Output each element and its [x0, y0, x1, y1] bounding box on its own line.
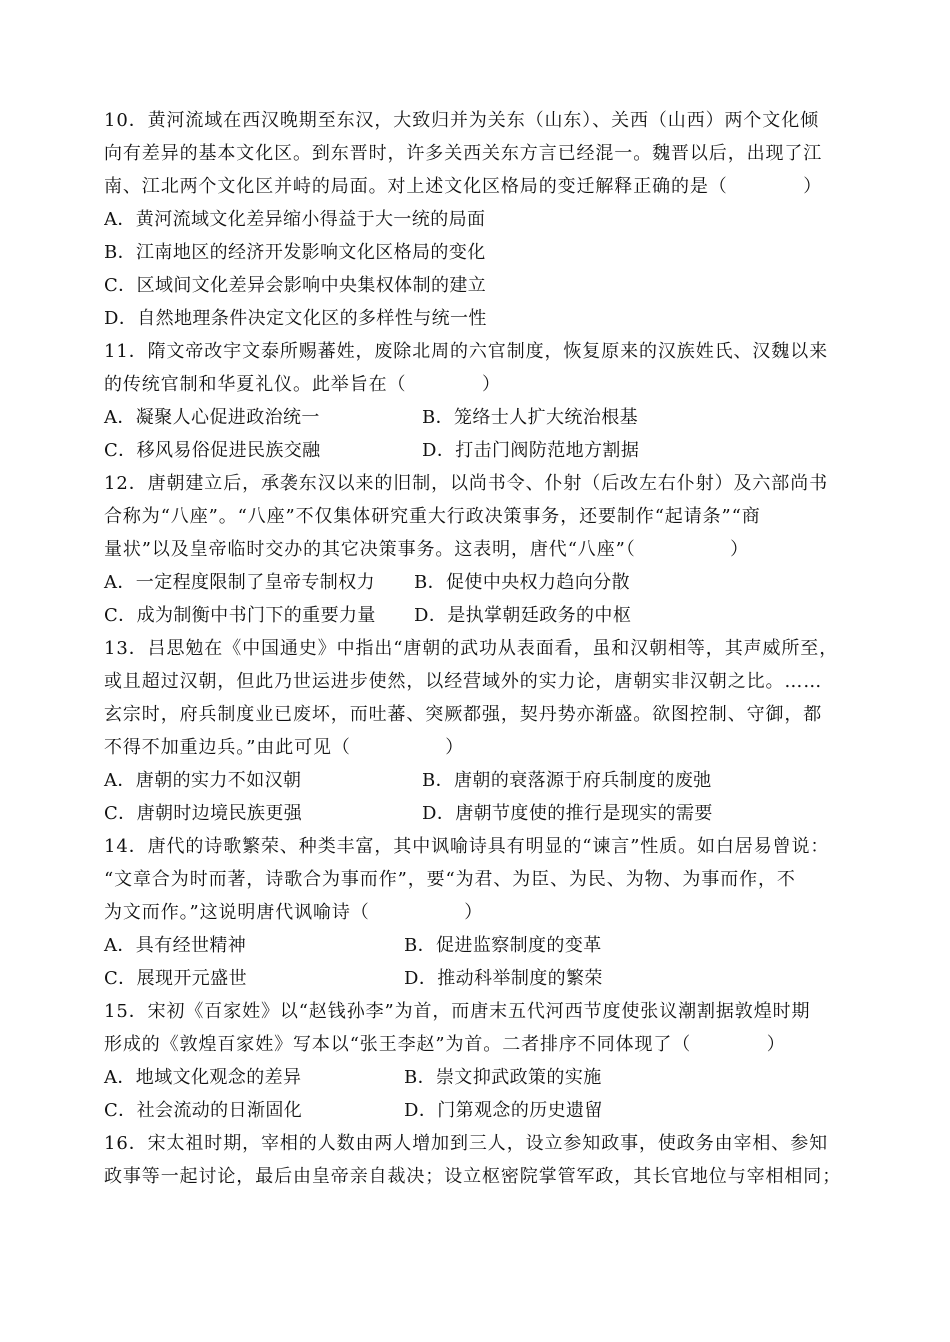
question-10-stem-line-2: 向有差异的基本文化区。到东晋时，许多关西关东方言已经混一。魏晋以后，出现了江 — [104, 143, 823, 164]
question-15 — [104, 995, 856, 1127]
question-15-option-b[interactable]: B．崇文抑武政策的实施 — [404, 1067, 602, 1088]
question-16-stem-line-2: 政事等一起讨论，最后由皇帝亲自裁决；设立枢密院掌管军政，其长官地位与宰相相同； — [104, 1166, 842, 1187]
question-10-option-b[interactable]: B．江南地区的经济开发影响文化区格局的变化 — [104, 242, 486, 263]
question-list — [104, 104, 856, 1193]
question-15-option-d[interactable]: D．门第观念的历史遗留 — [404, 1100, 603, 1121]
question-15-option-c[interactable]: C．社会流动的日渐固化 — [104, 1100, 303, 1121]
question-16 — [104, 1127, 856, 1193]
question-11-options-row-1 — [104, 401, 856, 434]
question-11-option-b[interactable]: B．笼络士人扩大统治根基 — [422, 407, 639, 428]
question-11-stem-line-2: 的传统官制和华夏礼仪。此举旨在（ ） — [104, 374, 501, 395]
question-13-stem-line-4: 不得不加重边兵。”由此可见（ ） — [104, 737, 465, 758]
question-15-options-row-2 — [104, 1094, 856, 1127]
question-13-stem-line-3: 玄宗时，府兵制度业已废坏，而吐蕃、突厥都强，契丹势亦渐盛。欲图控制、守御，都 — [104, 704, 823, 725]
question-14-option-d[interactable]: D．推动科举制度的繁荣 — [404, 968, 603, 989]
question-10 — [104, 104, 856, 335]
question-15-option-a[interactable]: A．地域文化观念的差异 — [104, 1067, 302, 1088]
question-15-options-row-1 — [104, 1061, 856, 1094]
question-14-options-row-1 — [104, 929, 856, 962]
question-12-options-row-2 — [104, 599, 856, 632]
question-12-option-a[interactable]: A．一定程度限制了皇帝专制权力 — [104, 572, 375, 593]
question-14-option-c[interactable]: C．展现开元盛世 — [104, 968, 247, 989]
question-10-option-c[interactable]: C．区域间文化差异会影响中央集权体制的建立 — [104, 275, 487, 296]
question-11-option-d[interactable]: D．打击门阀防范地方割据 — [422, 440, 640, 461]
question-12-option-b[interactable]: B．促使中央权力趋向分散 — [414, 572, 631, 593]
question-13 — [104, 632, 856, 830]
question-12-stem-line-3: 量状”以及皇帝临时交办的其它决策事务。这表明，唐代“八座”（ ） — [104, 539, 750, 560]
question-16-stem-line-1: 16．宋太祖时期，宰相的人数由两人增加到三人，设立参知政事，使政务由宰相、参知 — [104, 1133, 829, 1154]
question-11 — [104, 335, 856, 467]
question-12-stem-line-2: 合称为“八座”。“八座”不仅集体研究重大行政决策事务，还要制作“起请条”“商 — [104, 506, 761, 527]
question-11-option-a[interactable]: A．凝聚人心促进政治统一 — [104, 407, 320, 428]
question-14-stem-line-2: “文章合为时而著，诗歌合为事而作”，要“为君、为臣、为民、为物、为事而作，不 — [104, 869, 796, 890]
question-12-options-row-1 — [104, 566, 856, 599]
question-12 — [104, 467, 856, 632]
question-10-stem-line-3: 南、江北两个文化区并峙的局面。对上述文化区格局的变迁解释正确的是（ ） — [104, 176, 823, 197]
question-15-stem-line-2: 形成的《敦煌百家姓》写本以“张王李赵”为首。二者排序不同体现了（ ） — [104, 1034, 786, 1055]
question-14-stem-line-1: 14．唐代的诗歌繁荣、种类丰富，其中讽喻诗具有明显的“谏言”性质。如白居易曾说： — [104, 836, 830, 857]
question-12-stem-line-1: 12．唐朝建立后，承袭东汉以来的旧制，以尚书令、仆射（后改左右仆射）及六部尚书 — [104, 473, 829, 494]
question-13-options-row-2 — [104, 797, 856, 830]
question-11-options-row-2 — [104, 434, 856, 467]
question-10-stem-line-1: 10．黄河流域在西汉晚期至东汉，大致归并为关东（山东）、关西（山西）两个文化倾 — [104, 110, 820, 131]
question-14-option-a[interactable]: A．具有经世精神 — [104, 935, 247, 956]
question-11-option-c[interactable]: C．移风易俗促进民族交融 — [104, 440, 321, 461]
question-13-stem-line-2: 或且超过汉朝，但此乃世运进步使然，以经营域外的实力论，唐朝实非汉朝之比。…… — [104, 671, 823, 692]
question-12-option-c[interactable]: C．成为制衡中书门下的重要力量 — [104, 605, 376, 626]
question-13-option-c[interactable]: C．唐朝时边境民族更强 — [104, 803, 303, 824]
question-14 — [104, 830, 856, 995]
question-12-option-d[interactable]: D．是执掌朝廷政务的中枢 — [414, 605, 632, 626]
question-13-option-a[interactable]: A．唐朝的实力不如汉朝 — [104, 770, 302, 791]
question-10-option-a[interactable]: A．黄河流域文化差异缩小得益于大一统的局面 — [104, 209, 486, 230]
question-15-stem-line-1: 15．宋初《百家姓》以“赵钱孙李”为首，而唐末五代河西节度使张议潮割据敦煌时期 — [104, 1001, 811, 1022]
question-11-stem-line-1: 11．隋文帝改宇文泰所赐蕃姓，废除北周的六官制度，恢复原来的汉族姓氏、汉魏以来 — [104, 341, 829, 362]
question-14-option-b[interactable]: B．促进监察制度的变革 — [404, 935, 602, 956]
question-14-options-row-2 — [104, 962, 856, 995]
question-13-options-row-1 — [104, 764, 856, 797]
question-14-stem-line-3: 为文而作。”这说明唐代讽喻诗（ ） — [104, 902, 484, 923]
question-13-stem-line-1: 13．吕思勉在《中国通史》中指出“唐朝的武功从表面看，虽和汉朝相等，其声威所至， — [104, 638, 839, 659]
question-13-option-b[interactable]: B．唐朝的衰落源于府兵制度的废弛 — [422, 770, 712, 791]
question-10-option-d[interactable]: D．自然地理条件决定文化区的多样性与统一性 — [104, 308, 487, 329]
question-13-option-d[interactable]: D．唐朝节度使的推行是现实的需要 — [422, 803, 713, 824]
